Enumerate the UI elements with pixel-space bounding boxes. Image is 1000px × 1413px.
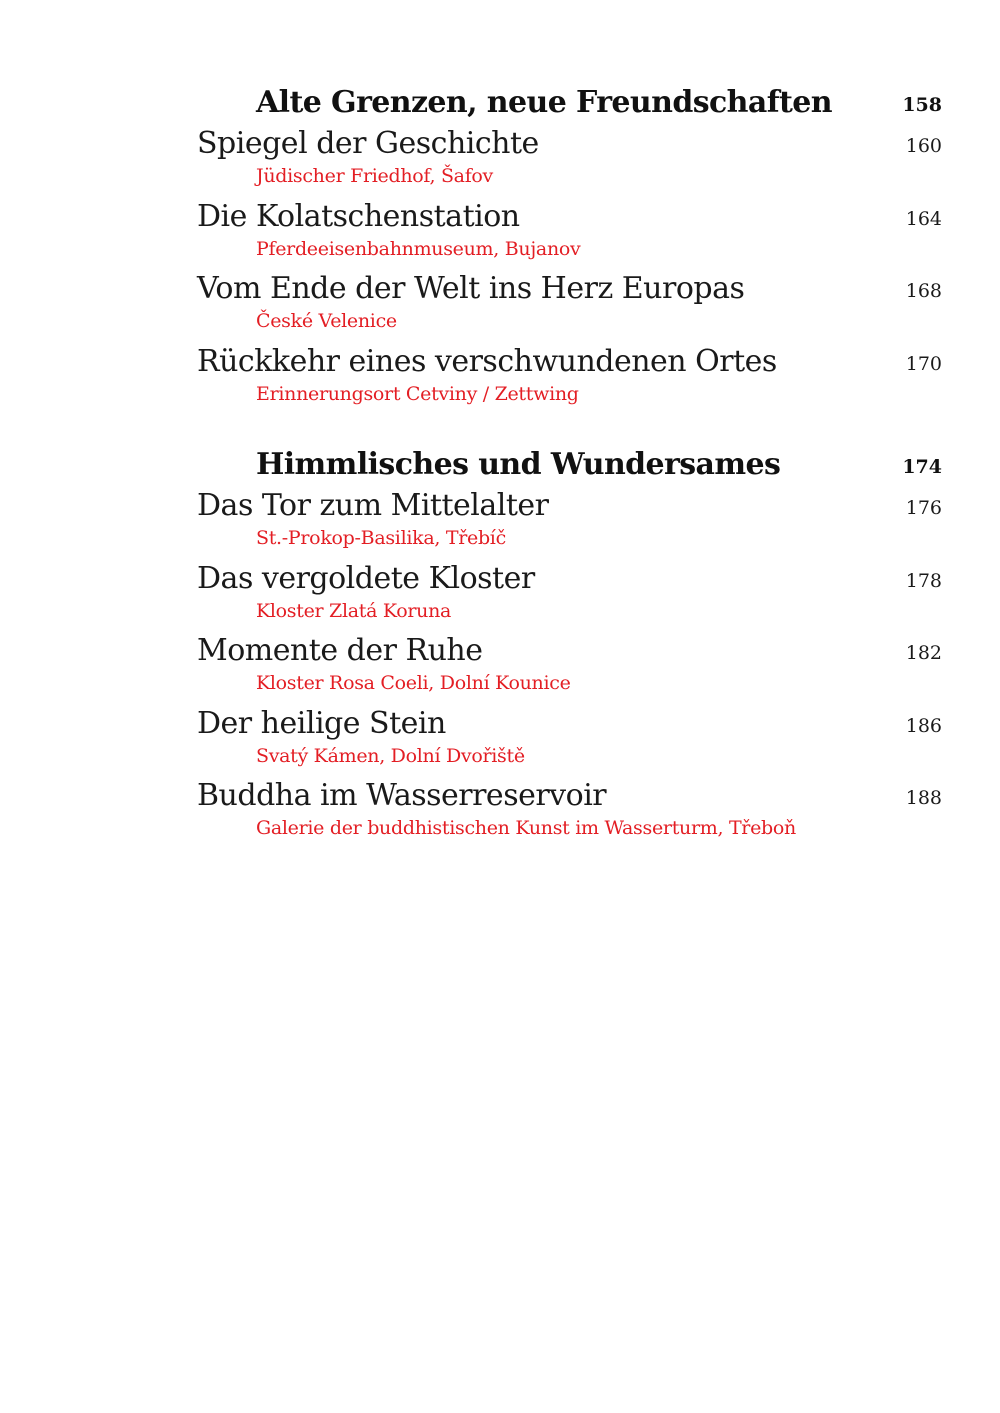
- section-title: Alte Grenzen, neue Freundschaften: [256, 85, 832, 120]
- entry-title: Der heilige Stein: [197, 706, 446, 741]
- toc-entry: [0, 486, 1000, 558]
- section-title: Himmlisches und Wundersames: [256, 447, 781, 482]
- toc-entry: [0, 269, 1000, 341]
- entry-location: Kloster Rosa Coeli, Dolní Kounice: [256, 672, 571, 694]
- toc-entry: [0, 342, 1000, 414]
- toc-entry: [0, 776, 1000, 848]
- section-page-number: 174: [902, 456, 942, 478]
- entry-title: Vom Ende der Welt ins Herz Europas: [197, 271, 745, 306]
- entry-location: Pferdeeisenbahnmuseum, Bujanov: [256, 238, 581, 260]
- entry-page-number: 164: [905, 208, 942, 230]
- entry-location: St.-Prokop-Basilika, Třebíč: [256, 527, 506, 549]
- entry-page-number: 160: [905, 135, 942, 157]
- toc-entry: [0, 124, 1000, 196]
- entry-page-number: 188: [905, 787, 942, 809]
- entry-page-number: 182: [905, 642, 942, 664]
- entry-title: Buddha im Wasserreservoir: [197, 778, 607, 813]
- entry-location: Jüdischer Friedhof, Šafov: [256, 165, 493, 187]
- entry-page-number: 178: [905, 570, 942, 592]
- section-heading-row: [0, 445, 1000, 485]
- entry-title: Momente der Ruhe: [197, 633, 483, 668]
- toc-entry: [0, 631, 1000, 703]
- entry-page-number: 168: [905, 280, 942, 302]
- section-page-number: 158: [902, 94, 942, 116]
- entry-location: Galerie der buddhistischen Kunst im Wasserturm, Třeboň: [256, 817, 796, 839]
- entry-title: Die Kolatschenstation: [197, 199, 520, 234]
- entry-location: Kloster Zlatá Koruna: [256, 600, 452, 622]
- entry-title: Das vergoldete Kloster: [197, 561, 535, 596]
- entry-page-number: 186: [905, 715, 942, 737]
- toc-entry: [0, 559, 1000, 631]
- entry-location: České Velenice: [256, 310, 397, 332]
- entry-title: Rückkehr eines verschwundenen Ortes: [197, 344, 777, 379]
- entry-title: Das Tor zum Mittelalter: [197, 488, 549, 523]
- toc-entry: [0, 704, 1000, 776]
- entry-page-number: 176: [905, 497, 942, 519]
- toc-entry: [0, 197, 1000, 269]
- entry-title: Spiegel der Geschichte: [197, 126, 539, 161]
- entry-location: Svatý Kámen, Dolní Dvořiště: [256, 745, 525, 767]
- section-heading-row: [0, 83, 1000, 123]
- entry-location: Erinnerungsort Cetviny / Zettwing: [256, 383, 579, 405]
- entry-page-number: 170: [905, 353, 942, 375]
